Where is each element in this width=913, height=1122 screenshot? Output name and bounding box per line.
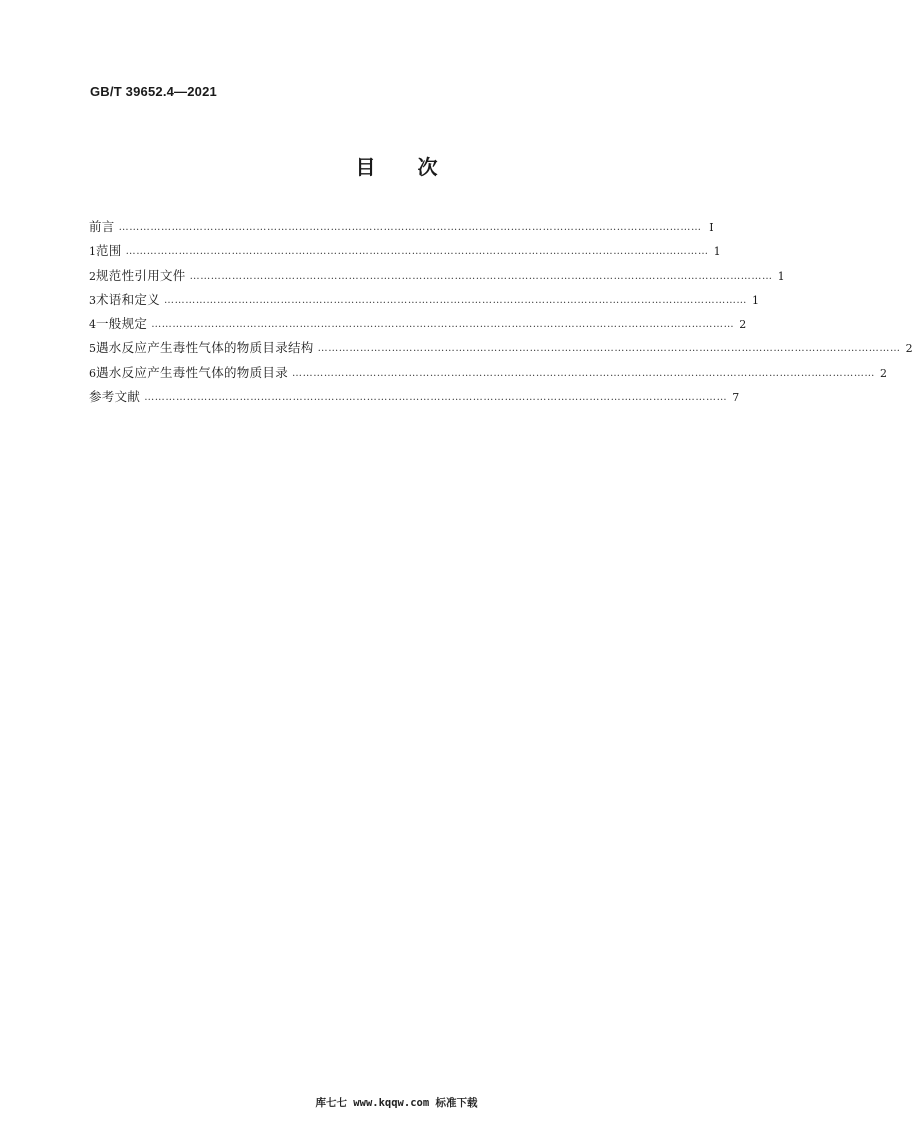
toc-entry-label: 规范性引用文件 bbox=[96, 267, 186, 283]
toc-entry-number: 6 bbox=[89, 366, 96, 380]
toc-entry-foreword[interactable] bbox=[89, 219, 714, 243]
toc-entry-label: 前言 bbox=[89, 219, 115, 234]
toc-entry-page: 1 bbox=[777, 269, 785, 283]
toc-entry-3[interactable] bbox=[89, 291, 760, 316]
toc-entry-page: 7 bbox=[732, 391, 740, 405]
page-title bbox=[0, 151, 793, 180]
toc-entry-2[interactable] bbox=[89, 267, 785, 292]
toc-entry-page: 2 bbox=[880, 366, 888, 380]
toc-entry-4[interactable] bbox=[89, 316, 747, 340]
footer-watermark: 库七七 www.kqqw.com 标准下载 bbox=[315, 1097, 478, 1109]
toc-entry-label: 范围 bbox=[96, 243, 122, 259]
toc-entry-page: 2 bbox=[905, 342, 913, 356]
toc-entry-number: 4 bbox=[89, 318, 96, 332]
toc-entry-number: 3 bbox=[89, 293, 96, 307]
toc-entry-page: 1 bbox=[752, 293, 760, 307]
toc-entry-6[interactable] bbox=[89, 364, 888, 389]
toc-leader-dots: ………………………………………………………………………………………………………………………………………………… bbox=[151, 319, 735, 331]
standard-code: GB/T 39652.4—2021 bbox=[90, 84, 217, 99]
table-of-contents bbox=[89, 219, 913, 413]
toc-entry-label: 遇水反应产生毒性气体的物质目录 bbox=[96, 364, 289, 380]
toc-entry-number: 2 bbox=[89, 269, 96, 283]
toc-leader-dots: ………………………………………………………………………………………………………………………………………………… bbox=[125, 246, 709, 258]
toc-entry-number: 1 bbox=[89, 245, 96, 259]
toc-entry-page: 2 bbox=[739, 318, 747, 332]
toc-leader-dots: ………………………………………………………………………………………………………………………………………………… bbox=[317, 343, 901, 355]
toc-entry-label: 遇水反应产生毒性气体的物质目录结构 bbox=[96, 340, 314, 356]
toc-entry-page: 1 bbox=[713, 245, 721, 259]
toc-entry-label: 一般规定 bbox=[96, 316, 148, 332]
toc-entry-5[interactable] bbox=[89, 340, 913, 364]
toc-leader-dots: ………………………………………………………………………………………………………………………………………………… bbox=[144, 392, 728, 404]
toc-entry-page: Ⅰ bbox=[709, 221, 714, 234]
title-char-1: 目 bbox=[355, 155, 376, 179]
title-char-2: 次 bbox=[417, 155, 438, 179]
toc-entry-number: 5 bbox=[89, 342, 96, 356]
toc-entry-label: 参考文献 bbox=[89, 389, 141, 405]
toc-leader-dots: ………………………………………………………………………………………………………………………………………………… bbox=[292, 367, 876, 379]
toc-leader-dots: ………………………………………………………………………………………………………………………………………………… bbox=[164, 294, 748, 306]
toc-leader-dots: ………………………………………………………………………………………………………………………………………………… bbox=[118, 222, 702, 233]
toc-entry-label: 术语和定义 bbox=[96, 291, 161, 307]
toc-entry-bibliography[interactable] bbox=[89, 389, 740, 413]
toc-entry-1[interactable] bbox=[89, 243, 721, 267]
toc-leader-dots: ………………………………………………………………………………………………………………………………………………… bbox=[189, 270, 773, 282]
